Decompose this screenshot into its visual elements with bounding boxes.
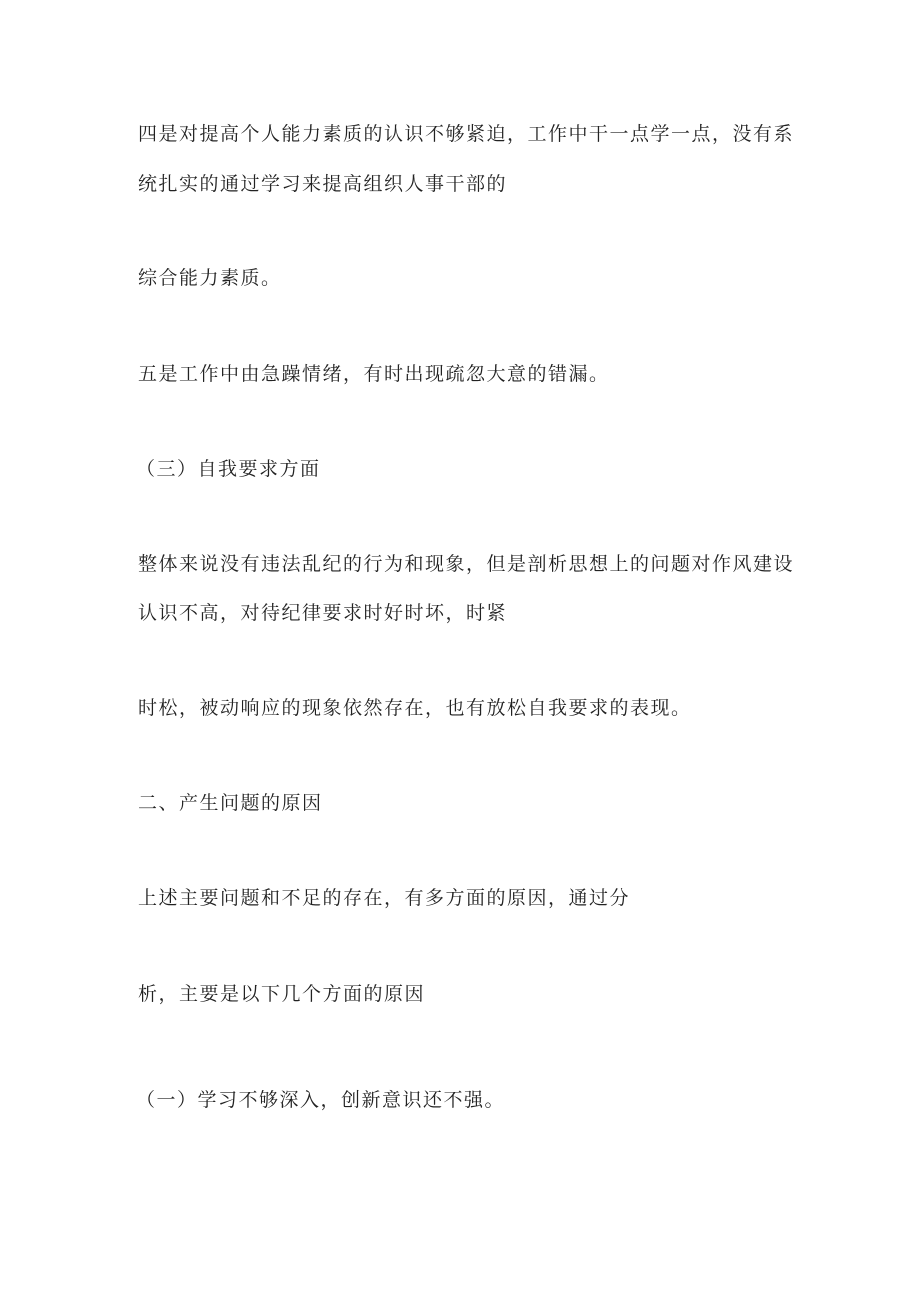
paragraph-line: 时松，被动响应的现象依然存在，也有放松自我要求的表现。 xyxy=(138,697,692,719)
paragraph-line: 四是对提高个人能力素质的认识不够紧迫，工作中干一点学一点，没有系 xyxy=(138,123,795,145)
paragraph-line: 析，主要是以下几个方面的原因 xyxy=(138,983,426,1005)
paragraph-line: 综合能力素质。 xyxy=(138,267,282,289)
paragraph-line: 统扎实的通过学习来提高组织人事干部的 xyxy=(138,173,508,195)
section-heading: （一）学习不够深入，创新意识还不强。 xyxy=(136,1089,506,1111)
section-heading: 二、产生问题的原因 xyxy=(138,792,323,814)
section-heading: （三）自我要求方面 xyxy=(136,458,321,480)
paragraph-line: 认识不高，对待纪律要求时好时坏，时紧 xyxy=(138,602,508,624)
paragraph-line: 整体来说没有违法乱纪的行为和现象，但是剖析思想上的问题对作风建设 xyxy=(138,553,795,575)
paragraph-line: 上述主要问题和不足的存在，有多方面的原因，通过分 xyxy=(138,887,631,909)
paragraph-line: 五是工作中由急躁情绪，有时出现疏忽大意的错漏。 xyxy=(138,363,610,385)
